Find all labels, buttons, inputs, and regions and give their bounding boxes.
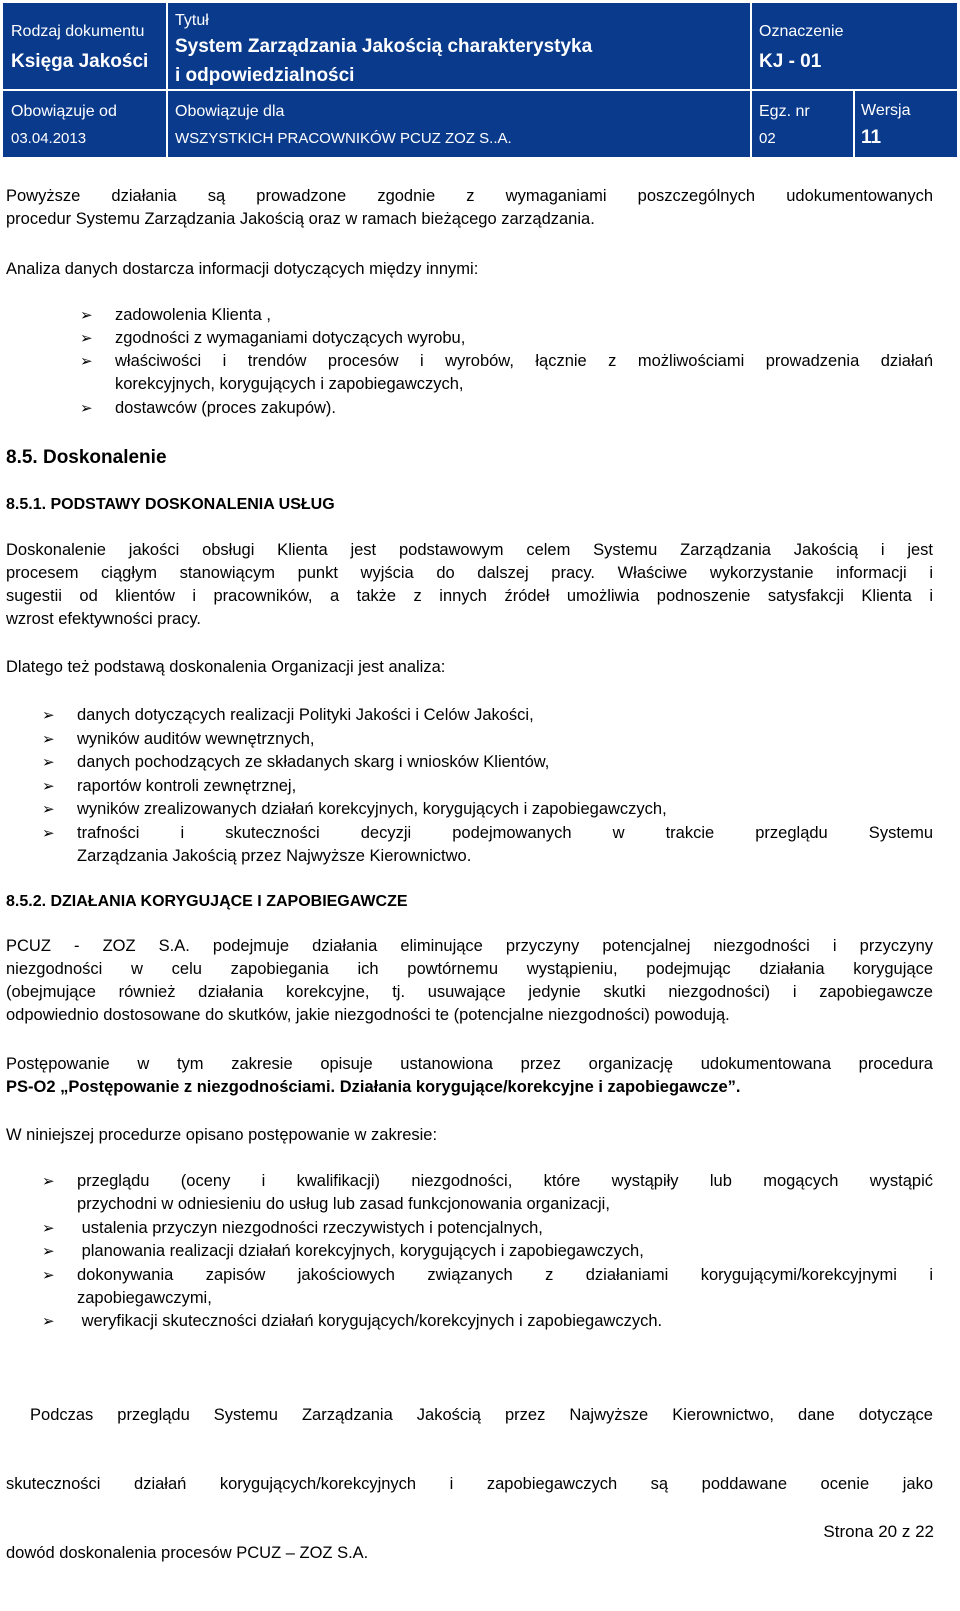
doc-type-value: Księga Jakości (11, 51, 149, 72)
text-line: sugestii od klientów i pracowników, a także z innych źródeł umożliwia podnoszenie satysfakcji Klienta i (6, 587, 933, 605)
list-item: danych pochodzących ze składanych skarg i wniosków Klientów, (77, 753, 550, 771)
title-line-1: System Zarządzania Jakością charakterystyka (175, 36, 593, 57)
valid-from-value: 03.04.2013 (11, 130, 87, 147)
arrow-bullet-icon: ➢ (80, 400, 93, 417)
list-item-continuation: zapobiegawczymi, (77, 1289, 212, 1307)
text-line: niezgodności w celu zapobiegania ich powtórnemu wystąpieniu, podejmując działania korygujące (6, 960, 933, 978)
intro-paragraph (6, 185, 933, 231)
code-label: Oznaczenie (759, 23, 844, 40)
arrow-bullet-icon: ➢ (42, 1313, 55, 1330)
valid-for-value: WSZYSTKICH PRACOWNIKÓW PCUZ ZOZ S..A. (175, 130, 512, 147)
list-item-continuation: korekcyjnych, korygujących i zapobiegawczych, (115, 375, 464, 393)
list-item: zadowolenia Klienta , (115, 306, 271, 324)
list-item: właściwości i trendów procesów i wyrobów, łącznie z możliwościami prowadzenia działań (115, 352, 933, 370)
arrow-bullet-icon: ➢ (42, 1243, 55, 1260)
list-item: zgodności z wymaganiami dotyczących wyrobu, (115, 329, 466, 347)
page-number: Strona 20 z 22 (823, 1522, 934, 1541)
arrow-bullet-icon: ➢ (42, 778, 55, 795)
version-label: Wersja (861, 102, 911, 119)
list-item: dokonywania zapisów jakościowych związanych z działaniami korygującymi/korekcyjnymi i (77, 1266, 933, 1284)
text-line: Podczas przeglądu Systemu Zarządzania Jakością przez Najwyższe Kierownictwo, dane dotyczące (6, 1406, 933, 1424)
text-line: Powyższe działania są prowadzone zgodnie z wymaganiami poszczególnych udokumentowanych (6, 187, 933, 205)
arrow-bullet-icon: ➢ (42, 801, 55, 818)
version-value: 11 (861, 127, 882, 148)
analysis-intro: Analiza danych dostarcza informacji dotyczących między innymi: (6, 260, 479, 278)
section-title: 8.5. Doskonalenie (6, 447, 167, 468)
arrow-bullet-icon: ➢ (80, 353, 93, 370)
copy-value: 02 (759, 130, 776, 147)
review-paragraph (6, 1358, 933, 1611)
arrow-bullet-icon: ➢ (80, 330, 93, 347)
arrow-bullet-icon: ➢ (42, 707, 55, 724)
text-line: (obejmujące również działania korekcyjne, tj. usuwające jedynie skutki niezgodności) i zapobiegawcze (6, 983, 933, 1001)
arrow-bullet-icon: ➢ (42, 1220, 55, 1237)
list-item: dostawców (proces zakupów). (115, 399, 337, 417)
header-divider (166, 3, 168, 157)
text-line: Doskonalenie jakości obsługi Klienta jest podstawowym celem Systemu Zarządzania Jakością i jest (6, 541, 933, 559)
text-line: odpowiednio dostosowane do skutków, jakie niezgodności te (potencjalne niezgodności) powodują. (6, 1006, 730, 1024)
text-line: procesem ciągłym stanowiącym punkt wyjścia do dalszej pracy. Właściwe wykorzystanie informacji i (6, 564, 933, 582)
list-item: raportów kontroli zewnętrznej, (77, 777, 297, 795)
subsection-title: 8.5.1. PODSTAWY DOSKONALENIA USŁUG (6, 496, 335, 513)
procedure-name: PS-O2 „Postępowanie z niezgodnościami. Działania korygujące/korekcyjne i zapobiegawcze”. (6, 1078, 741, 1096)
title-label: Tytuł (175, 12, 209, 29)
list-item-continuation: Zarządzania Jakością przez Najwyższe Kierownictwo. (77, 847, 472, 865)
header-divider (750, 3, 752, 157)
corrective-actions-paragraph (6, 935, 933, 1027)
text-line: dowód doskonalenia procesów PCUZ – ZOZ S.A. (6, 1544, 369, 1562)
list-item: danych dotyczących realizacji Polityki Jakości i Celów Jakości, (77, 706, 534, 724)
text-line: wzrost efektywności pracy. (6, 610, 202, 628)
header-divider (3, 89, 957, 91)
arrow-bullet-icon: ➢ (42, 1267, 55, 1284)
list-item-continuation: przychodni w odniesieniu do usług lub zasad funkcjonowania organizacji, (77, 1195, 610, 1213)
code-value: KJ - 01 (759, 51, 822, 72)
list-item: wyników zrealizowanych działań korekcyjnych, korygujących i zapobiegawczych, (77, 800, 667, 818)
text-line: skuteczności działań korygujących/korekcyjnych i zapobiegawczych są poddawane ocenie jako (6, 1475, 933, 1493)
valid-for-label: Obowiązuje dla (175, 103, 285, 120)
text-line: procedur Systemu Zarządzania Jakością oraz w ramach bieżącego zarządzania. (6, 210, 595, 228)
valid-from-label: Obowiązuje od (11, 103, 117, 120)
list-item: przeglądu (oceny i kwalifikacji) niezgodności, które wystąpiły lub mogących wystąpić (77, 1172, 933, 1190)
list-item: trafności i skuteczności decyzji podejmowanych w trakcie przeglądu Systemu (77, 824, 933, 842)
list-item: planowania realizacji działań korekcyjnych, korygujących i zapobiegawczych, (77, 1242, 644, 1260)
list-item: weryfikacji skuteczności działań korygujących/korekcyjnych i zapobiegawczych. (77, 1312, 663, 1330)
procedure-scope-intro: W niniejszej procedurze opisano postępowanie w zakresie: (6, 1126, 438, 1144)
analysis-basis-paragraph: Dlatego też podstawą doskonalenia Organizacji jest analiza: (6, 658, 446, 676)
list-item: wyników auditów wewnętrznych, (77, 730, 315, 748)
arrow-bullet-icon: ➢ (42, 825, 55, 842)
arrow-bullet-icon: ➢ (80, 307, 93, 324)
header-divider (853, 89, 855, 157)
text-line: PCUZ - ZOZ S.A. podejmuje działania eliminujące przyczyny potencjalnej niezgodności i przyczyny (6, 937, 933, 955)
arrow-bullet-icon: ➢ (42, 1173, 55, 1190)
subsection-title: 8.5.2. DZIAŁANIA KORYGUJĄCE I ZAPOBIEGAWCZE (6, 893, 408, 910)
list-item: ustalenia przyczyn niezgodności rzeczywistych i potencjalnych, (77, 1219, 543, 1237)
copy-label: Egz. nr (759, 103, 810, 120)
title-line-2: i odpowiedzialności (175, 65, 355, 86)
text-line: Postępowanie w tym zakresie opisuje ustanowiona przez organizację udokumentowana procedura (6, 1055, 933, 1073)
document-header-table (3, 3, 957, 157)
procedure-paragraph (6, 1053, 933, 1099)
arrow-bullet-icon: ➢ (42, 754, 55, 771)
arrow-bullet-icon: ➢ (42, 731, 55, 748)
doc-type-label: Rodzaj dokumentu (11, 23, 145, 40)
improvement-paragraph (6, 539, 933, 631)
